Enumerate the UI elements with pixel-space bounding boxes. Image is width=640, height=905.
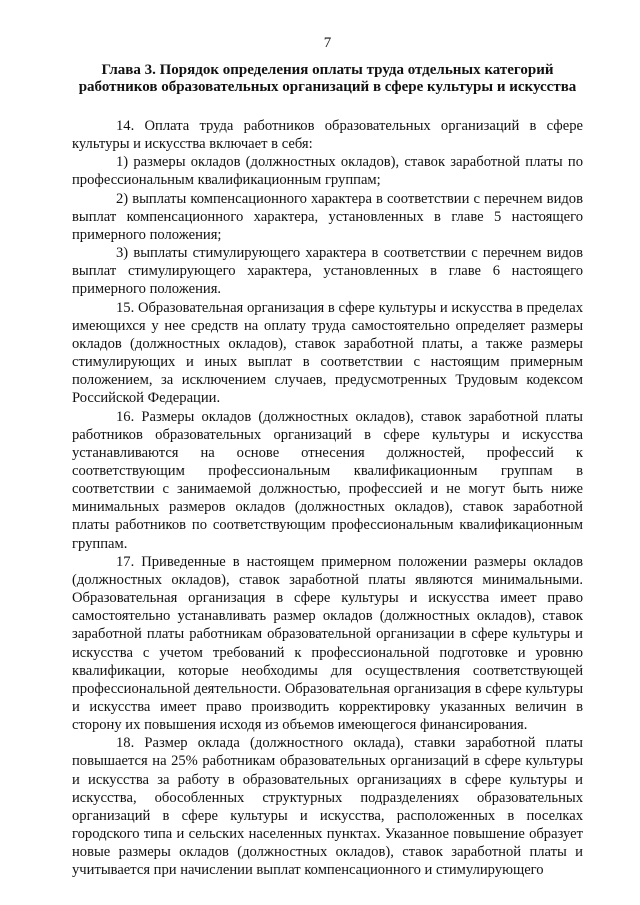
paragraph-14-item-1: 1) размеры окладов (должностных окладов), ставок заработной платы по профессиональным квалификационным группам; [72,154,583,189]
page-number: 7 [323,35,332,51]
paragraph-14-item-3: 3) выплаты стимулирующего характера в соответствии с перечнем видов выплат стимулирующего характера, установленных в главе 6 настоящего примерного положения. [72,245,583,298]
paragraph-14: 14. Оплата труда работников образовательных организаций в сфере культуры и искусства включает в себя: [72,118,583,153]
paragraph-17: 17. Приведенные в настоящем примерном положении размеры окладов (должностных окладов), ставок заработной платы являются минимальными. Образовательная организация в сфере культуры и искусства имеет право самостоятельно устанавливать размер окладов (должностных окладов), ставок заработной платы работникам образовательной организации в сфере культуры и искусства с учетом требований к профессиональной подготовке и уровню квалификации, которые необходимы для осуществления соответствующей профессиональной деятельности. Образовательная организация в сфере культуры и искусства имеет право производить корректировку указанных величин в сторону их повышения исходя из объемов имеющегося финансирования. [72,553,583,734]
paragraph-18: 18. Размер оклада (должностного оклада), ставки заработной платы повышается на 25% работникам образовательных организаций в сфере культуры и искусства за работу в образовательных организациях в сфере культуры и искусства, обособленных структурных подразделениях образовательных организаций в сфере культуры и искусства, расположенных в поселках городского типа и сельских населенных пунктах. Указанное повышение образует новые размеры окладов (должностных окладов), ставок заработной платы и учитывается при начислении выплат компенсационного и стимулирующего [72,735,583,879]
document-page [72,34,583,880]
paragraph-16: 16. Размеры окладов (должностных окладов), ставок заработной платы работников образовательных организаций в сфере культуры и искусства устанавливаются на основе отнесения должностей, профессий к соответствующим профессиональным квалификационным группам в соответствии с занимаемой должностью, профессией и не могут быть ниже минимальных размеров окладов (должностных окладов), ставок заработной платы работников по соответствующим профессиональным квалификационным группам. [72,408,583,552]
document-body [72,117,583,880]
paragraph-15: 15. Образовательная организация в сфере культуры и искусства в пределах имеющихся у нее средств на оплату труда самостоятельно определяет размеры окладов (должностных окладов), ставок заработной платы, а также размеры стимулирующих и иных выплат в соответствии с настоящим примерным положением, за исключением случаев, предусмотренных Трудовым кодексом Российской Федерации. [72,299,583,407]
chapter-title-line-2: работников образовательных организаций в сфере культуры и искусства [78,79,577,95]
paragraph-14-item-2: 2) выплаты компенсационного характера в соответствии с перечнем видов выплат компенсационного характера, установленных в главе 5 настоящего примерного положения; [72,190,583,243]
chapter-title-line-1: Глава 3. Порядок определения оплаты труда отдельных категорий [101,62,554,78]
chapter-title [72,62,583,96]
